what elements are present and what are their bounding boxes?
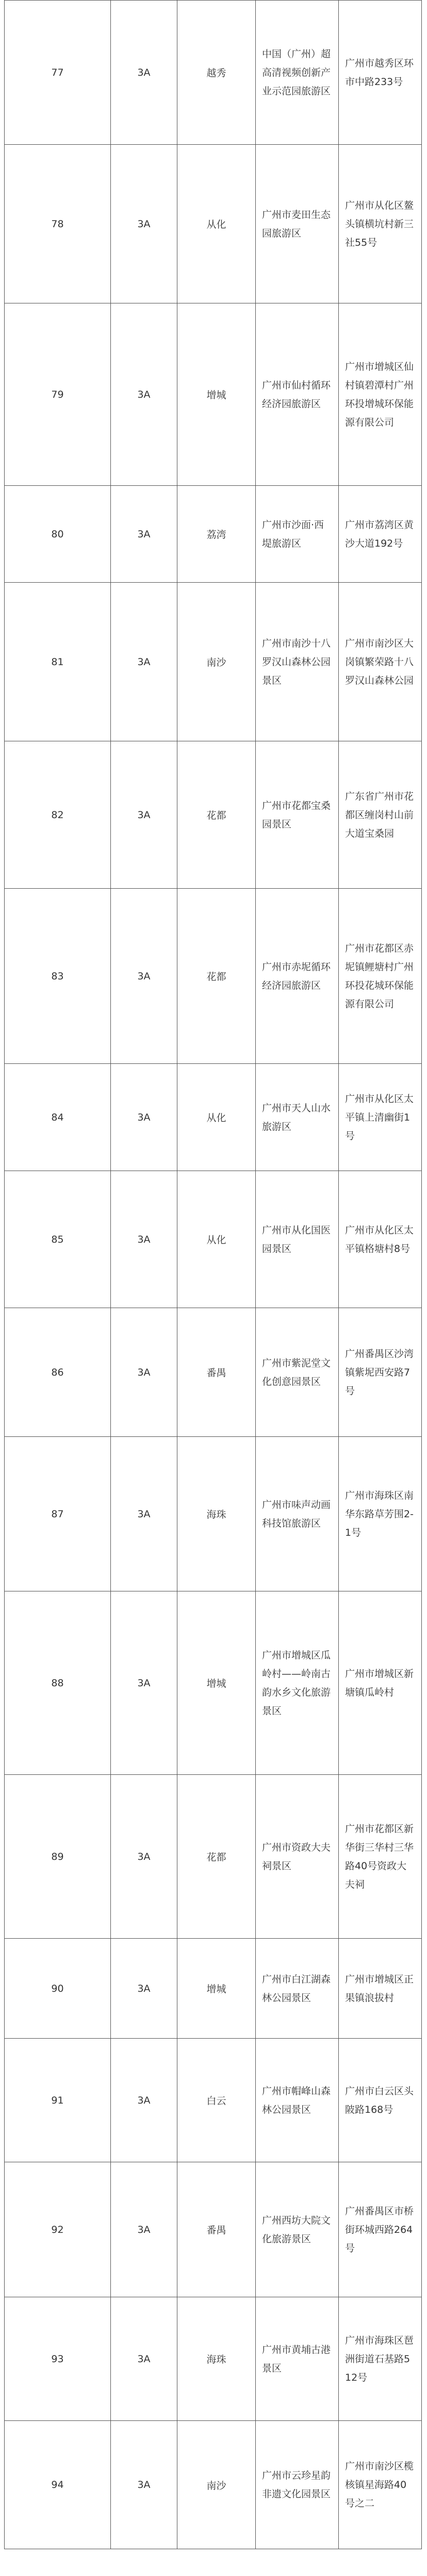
district-cell: 海珠 [177, 2297, 256, 2421]
scenic-name-cell: 广州市沙面·西堤旅游区 [256, 486, 339, 583]
scenic-name-cell: 广州西坊大院文化旅游景区 [256, 2162, 339, 2297]
row-number-cell: 92 [5, 2162, 111, 2297]
scenic-name-cell: 广州市仙村循环经济园旅游区 [256, 303, 339, 486]
scenic-name-cell: 广州市紫泥堂文化创意园景区 [256, 1308, 339, 1437]
district-cell: 南沙 [177, 2421, 256, 2549]
row-number-cell: 77 [5, 1, 111, 145]
grade-cell: 3A [111, 1775, 177, 1939]
grade-cell: 3A [111, 2297, 177, 2421]
scenic-name-cell: 广州市资政大夫祠景区 [256, 1775, 339, 1939]
district-cell: 花都 [177, 889, 256, 1064]
table-row [5, 1437, 422, 1591]
row-number-cell: 81 [5, 583, 111, 741]
grade-cell: 3A [111, 1437, 177, 1591]
row-number-cell: 89 [5, 1775, 111, 1939]
table-row [5, 303, 422, 486]
district-cell: 增城 [177, 303, 256, 486]
grade-cell: 3A [111, 889, 177, 1064]
table-row [5, 1064, 422, 1171]
district-cell: 番禺 [177, 2162, 256, 2297]
row-number-cell: 82 [5, 741, 111, 889]
grade-cell: 3A [111, 303, 177, 486]
address-cell: 广州市增城区仙村镇碧潭村广州环投增城环保能源有限公司 [339, 303, 422, 486]
table-row [5, 1, 422, 145]
table-row [5, 583, 422, 741]
grade-cell: 3A [111, 2039, 177, 2162]
row-number-cell: 87 [5, 1437, 111, 1591]
row-number-cell: 88 [5, 1591, 111, 1775]
scenic-name-cell: 广州市天人山水旅游区 [256, 1064, 339, 1171]
table-row [5, 1308, 422, 1437]
table-row [5, 2421, 422, 2549]
row-number-cell: 83 [5, 889, 111, 1064]
address-cell: 广州市从化区太平镇格塘村8号 [339, 1171, 422, 1308]
row-number-cell: 93 [5, 2297, 111, 2421]
scenic-name-cell: 广州市白江湖森林公园景区 [256, 1939, 339, 2039]
table-body [5, 1, 422, 2549]
table-row [5, 1591, 422, 1775]
scenic-name-cell: 广州市云珍星韵非遗文化园景区 [256, 2421, 339, 2549]
table-row [5, 2162, 422, 2297]
address-cell: 广州市花都区新华街三华村三华路40号资政大夫祠 [339, 1775, 422, 1939]
district-cell: 番禺 [177, 1308, 256, 1437]
scenic-spot-table [4, 0, 422, 2549]
table-row [5, 2039, 422, 2162]
address-cell: 广州市增城区新塘镇瓜岭村 [339, 1591, 422, 1775]
row-number-cell: 91 [5, 2039, 111, 2162]
address-cell: 广州市从化区鳌头镇横坑村新三社55号 [339, 145, 422, 303]
scenic-name-cell: 广州市麦田生态园旅游区 [256, 145, 339, 303]
address-cell: 广州市花都区赤坭镇鲤塘村广州环投花城环保能源有限公司 [339, 889, 422, 1064]
grade-cell: 3A [111, 1171, 177, 1308]
address-cell: 广州市荔湾区黄沙大道192号 [339, 486, 422, 583]
table-row [5, 145, 422, 303]
district-cell: 从化 [177, 1171, 256, 1308]
address-cell: 广州番禺区沙湾镇紫坭西安路7号 [339, 1308, 422, 1437]
district-cell: 增城 [177, 1591, 256, 1775]
scenic-name-cell: 广州市帽峰山森林公园景区 [256, 2039, 339, 2162]
grade-cell: 3A [111, 1591, 177, 1775]
grade-cell: 3A [111, 486, 177, 583]
table-row [5, 486, 422, 583]
grade-cell: 3A [111, 583, 177, 741]
scenic-name-cell: 广州市南沙十八罗汉山森林公园景区 [256, 583, 339, 741]
grade-cell: 3A [111, 2162, 177, 2297]
table-row [5, 889, 422, 1064]
address-cell: 广州市增城区正果镇浪拔村 [339, 1939, 422, 2039]
grade-cell: 3A [111, 1, 177, 145]
scenic-name-cell: 广州市从化国医园景区 [256, 1171, 339, 1308]
row-number-cell: 78 [5, 145, 111, 303]
table-row [5, 1171, 422, 1308]
scenic-name-cell: 广州市增城区瓜岭村——岭南古韵水乡文化旅游景区 [256, 1591, 339, 1775]
row-number-cell: 86 [5, 1308, 111, 1437]
district-cell: 白云 [177, 2039, 256, 2162]
scenic-name-cell: 广州市黄埔古港景区 [256, 2297, 339, 2421]
district-cell: 南沙 [177, 583, 256, 741]
district-cell: 花都 [177, 741, 256, 889]
address-cell: 广州番禺区市桥街环城西路264号 [339, 2162, 422, 2297]
address-cell: 广州市越秀区环市中路233号 [339, 1, 422, 145]
district-cell: 荔湾 [177, 486, 256, 583]
address-cell: 广州市南沙区榄核镇星海路40号之二 [339, 2421, 422, 2549]
row-number-cell: 79 [5, 303, 111, 486]
address-cell: 广东省广州市花都区缠岗村山前大道宝桑园 [339, 741, 422, 889]
address-cell: 广州市南沙区大岗镇繁荣路十八罗汉山森林公园 [339, 583, 422, 741]
grade-cell: 3A [111, 1939, 177, 2039]
grade-cell: 3A [111, 1064, 177, 1171]
district-cell: 花都 [177, 1775, 256, 1939]
district-cell: 越秀 [177, 1, 256, 145]
scenic-name-cell: 中国（广州）超高清视频创新产业示范园旅游区 [256, 1, 339, 145]
grade-cell: 3A [111, 1308, 177, 1437]
district-cell: 增城 [177, 1939, 256, 2039]
scenic-name-cell: 广州市味声动画科技馆旅游区 [256, 1437, 339, 1591]
table-row [5, 1775, 422, 1939]
table-row [5, 2297, 422, 2421]
address-cell: 广州市白云区头陂路168号 [339, 2039, 422, 2162]
row-number-cell: 94 [5, 2421, 111, 2549]
grade-cell: 3A [111, 145, 177, 303]
row-number-cell: 90 [5, 1939, 111, 2039]
scenic-name-cell: 广州市花都宝桑园景区 [256, 741, 339, 889]
grade-cell: 3A [111, 2421, 177, 2549]
district-cell: 从化 [177, 145, 256, 303]
scenic-name-cell: 广州市赤坭循环经济园旅游区 [256, 889, 339, 1064]
row-number-cell: 84 [5, 1064, 111, 1171]
district-cell: 从化 [177, 1064, 256, 1171]
address-cell: 广州市从化区太平镇上清幽街1号 [339, 1064, 422, 1171]
row-number-cell: 80 [5, 486, 111, 583]
table-row [5, 1939, 422, 2039]
address-cell: 广州市海珠区琶洲街道石基路512号 [339, 2297, 422, 2421]
address-cell: 广州市海珠区南华东路草芳围2-1号 [339, 1437, 422, 1591]
table-row [5, 741, 422, 889]
district-cell: 海珠 [177, 1437, 256, 1591]
grade-cell: 3A [111, 741, 177, 889]
row-number-cell: 85 [5, 1171, 111, 1308]
